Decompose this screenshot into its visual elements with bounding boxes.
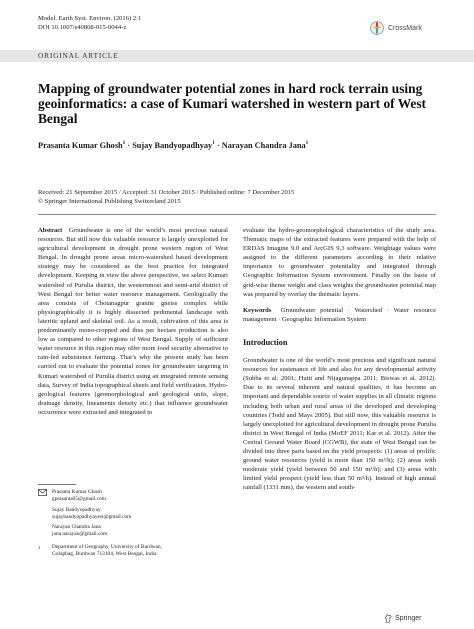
abstract-paragraph (38, 226, 228, 417)
coauthor-email[interactable]: jana.narayan@gmail.com (52, 531, 108, 538)
copyright-line: © Springer International Publishing Switzerland 2015 (38, 198, 181, 205)
article-title: Mapping of groundwater potential zones in hard rock terrain using geoinformatics: a case of Kumari watershed in western part of West Bengal (38, 81, 427, 126)
coauthor-note (38, 507, 228, 522)
author-list (38, 140, 448, 150)
introduction-body: Groundwater is one of the world’s most precious and significant natural resources for sustenance of life and also for any developmental activity (Subba et al. 2001; Hutti and Nijagunappa 2011; Biswas et al. 2012). Due to its several inherent and natural qualities, it has become an important and dependable source of water supplies in all climatic regions including both urban and rural areas of the developed and developing countries (Todd and Mays 2005). But still now, this valuable resource is largely unexploited for agricultural development in drought prone Purulia district in West Bengal of India (MoEF 2011; Kar et al. 2012). After the Central Ground Water Board (CGWB), the state of West Bengal can be divided into three parts based on the yield prospects: (1) areas of prolific ground water resources (yield is more than 150 m³/h); (2) areas with moderate yield (yield between 50 and 150 m³/h); and (3) areas with limited yield prospect (yield less than 50 m³/h). Instead of high annual rainfall (1331 mm), the western and south- (243, 357, 436, 492)
springer-horse-icon (384, 614, 392, 623)
doi[interactable]: DOI 10.1007/s40808-015-0044-z (38, 24, 127, 31)
publisher-name: Springer (395, 615, 422, 622)
corresponding-author-note (38, 489, 228, 504)
publisher-logo (384, 614, 421, 623)
publication-dates (38, 188, 294, 206)
footnote-divider (38, 484, 76, 485)
abstract-column (38, 226, 228, 417)
affiliation-line: Department of Geography, University of Burdwan, (52, 543, 162, 550)
section-divider (38, 214, 436, 215)
coauthor-name: Narayan Chandra Jana (52, 524, 101, 531)
crossmark-icon (370, 21, 384, 35)
coauthor-email[interactable]: sujaybandyopadhyayest@gmail.com (52, 513, 132, 520)
coauthor-note (38, 524, 228, 539)
journal-citation: Model. Earth Syst. Environ. (2016) 2:1 (38, 15, 142, 22)
corresponding-author-name: Prasanta Kumar Ghosh (52, 489, 103, 495)
keywords-label: Keywords (243, 306, 272, 314)
abstract-label: Abstract (38, 227, 63, 234)
coauthor-name: Sujay Bandyopadhyay (52, 506, 101, 513)
envelope-icon (38, 489, 48, 504)
affiliation-note (38, 544, 228, 559)
author-footnotes (38, 489, 228, 561)
abstract-continuation: evaluate the hydro-geomorphological characteristics of the study area. Thematic maps of the extracted features were prepared with the help of ERDAS Imagine 9.0 and ArcGIS 9.3 software. Weightage values were assigned to the different parameters according to their relative importance to groundwater potentiality and integrated through Geographic Information System environment. Finally on the basis of grid-wise theme weight and class weights the groundwater potential map was prepared by overlay the thematic layers. (243, 227, 436, 298)
author-affiliation-mark: 1 (305, 140, 309, 146)
section-heading-introduction: Introduction (243, 337, 288, 347)
author-affiliation-mark: 1 (122, 140, 126, 146)
right-column (243, 226, 436, 492)
keywords-paragraph (243, 306, 436, 324)
affiliation-mark: 1 (38, 544, 41, 550)
author-separator: · (125, 140, 133, 150)
author-affiliation-mark: 1 (212, 140, 215, 146)
crossmark-label: CrossMark (388, 24, 422, 32)
keywords-list: Groundwater potential · Watershed · Water resource management · Geographic Information System (243, 306, 436, 323)
publication-history: Received: 21 September 2015 / Accepted: 31 October 2015 / Published online: 7 December 2015 (38, 189, 295, 196)
crossmark-badge[interactable] (370, 21, 422, 35)
author-name[interactable]: Prasanta Kumar Ghosh (38, 140, 123, 150)
article-type: ORIGINAL ARTICLE (38, 51, 119, 60)
journal-info (38, 14, 141, 32)
corresponding-author-email[interactable]: gprasanta05@gmail.com (52, 496, 106, 503)
author-separator: · (214, 140, 222, 150)
abstract-body: Groundwater is one of the world’s most precious natural resources. But still now this valuable resource is largely unexploited for agricultural development in drought prone western region of West Bengal. In drought prone areas micro-watershed based development strategy may be considered as the best practice for integrated development. Keeping in view the above perspective, we select Kumari watershed of Purulia district, the westernmost and semi-arid district of West Bengal for better water resource management. Geologically the area consists of Chotanagpur granite gneiss complex while physiographically it is highly dissected pedimental landscape with lateritic upland and skeletal soil. As a result, cultivation of this area is predominantly mono-cropped and thus per hectare production is also low as compared to other regions of West Bengal. Supply of sufficient water resource in this region may offer more food security alternative to rain-fed subsistence farming. That’s why the present study has been carried out to evaluate the potential zones for groundwater targeting in Kumari watershed of Purulia district using an integrated remote sensing data, Survey of India topographical sheets and field verification. Hydro-geological features (geomorphological and geological units, slope, drainage density, lineaments density etc.) that influence groundwater occurrence were extracted and integrated to (38, 227, 228, 416)
author-name[interactable]: Narayan Chandra Jana (221, 140, 306, 150)
author-name[interactable]: Sujay Bandyopadhyay (132, 140, 213, 150)
affiliation-line: Golapbag, Burdwan 713104, West Bengal, India (52, 551, 157, 558)
